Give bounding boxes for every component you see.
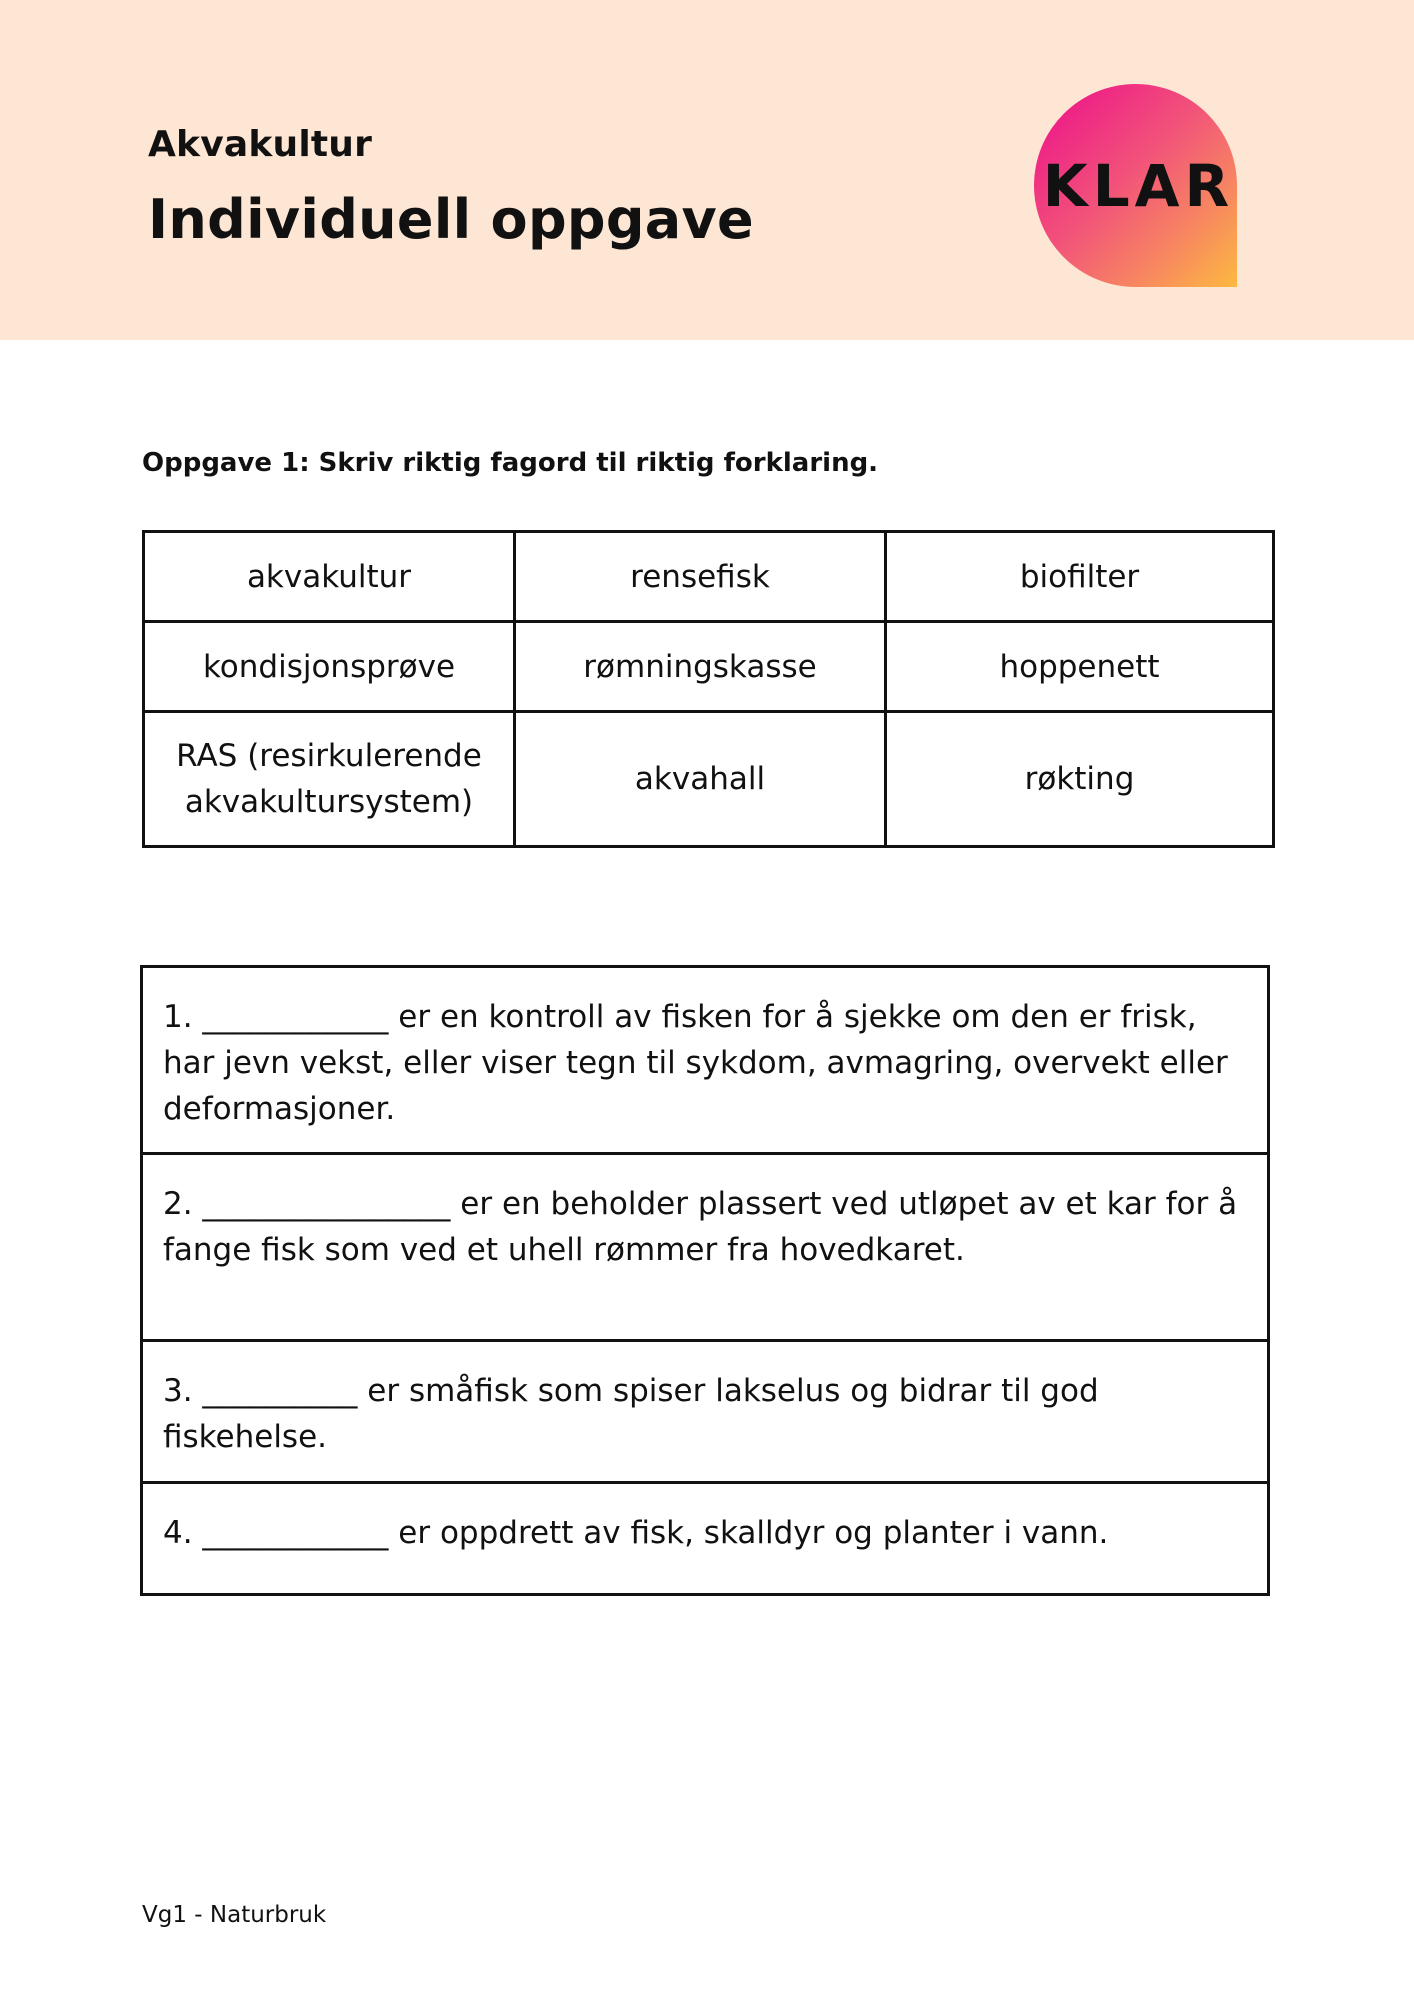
question-row	[142, 967, 1269, 1154]
footer-text: Vg1 - Naturbruk	[142, 1902, 327, 1928]
logo-text: KLAR	[1042, 151, 1235, 220]
question-table	[140, 965, 1270, 1596]
question-cell: 1. ____________ er en kontroll av fisken for å sjekke om den er frisk, har jevn vekst, eller viser tegn til sykdom, avmagring, overvekt eller deformasjoner.	[142, 967, 1269, 1154]
term-table	[142, 530, 1275, 848]
question-row	[142, 1154, 1269, 1341]
term-cell: kondisjonsprøve	[144, 622, 515, 712]
question-cell: 4. ____________ er oppdrett av fisk, skalldyr og planter i vann.	[142, 1483, 1269, 1595]
page-title: Individuell oppgave	[148, 188, 754, 251]
term-cell: RAS (resirkulerende akvakultursystem)	[144, 712, 515, 847]
term-cell: hoppenett	[886, 622, 1274, 712]
subject-label: Akvakultur	[148, 124, 373, 165]
term-cell: rømningskasse	[515, 622, 886, 712]
question-cell: 2. ________________ er en beholder plassert ved utløpet av et kar for å fange fisk som ved et uhell rømmer fra hovedkaret.	[142, 1154, 1269, 1341]
question-row	[142, 1341, 1269, 1483]
term-cell: akvakultur	[144, 532, 515, 622]
header-banner	[0, 0, 1414, 340]
term-cell: rensefisk	[515, 532, 886, 622]
term-row	[144, 532, 1274, 622]
question-cell: 3. __________ er småfisk som spiser lakselus og bidrar til god fiskehelse.	[142, 1341, 1269, 1483]
task-heading: Oppgave 1: Skriv riktig fagord til riktig forklaring.	[142, 448, 879, 478]
term-cell: biofilter	[886, 532, 1274, 622]
term-cell: akvahall	[515, 712, 886, 847]
term-cell: røkting	[886, 712, 1274, 847]
klar-logo	[1034, 84, 1237, 287]
term-row	[144, 712, 1274, 847]
term-row	[144, 622, 1274, 712]
question-row	[142, 1483, 1269, 1595]
